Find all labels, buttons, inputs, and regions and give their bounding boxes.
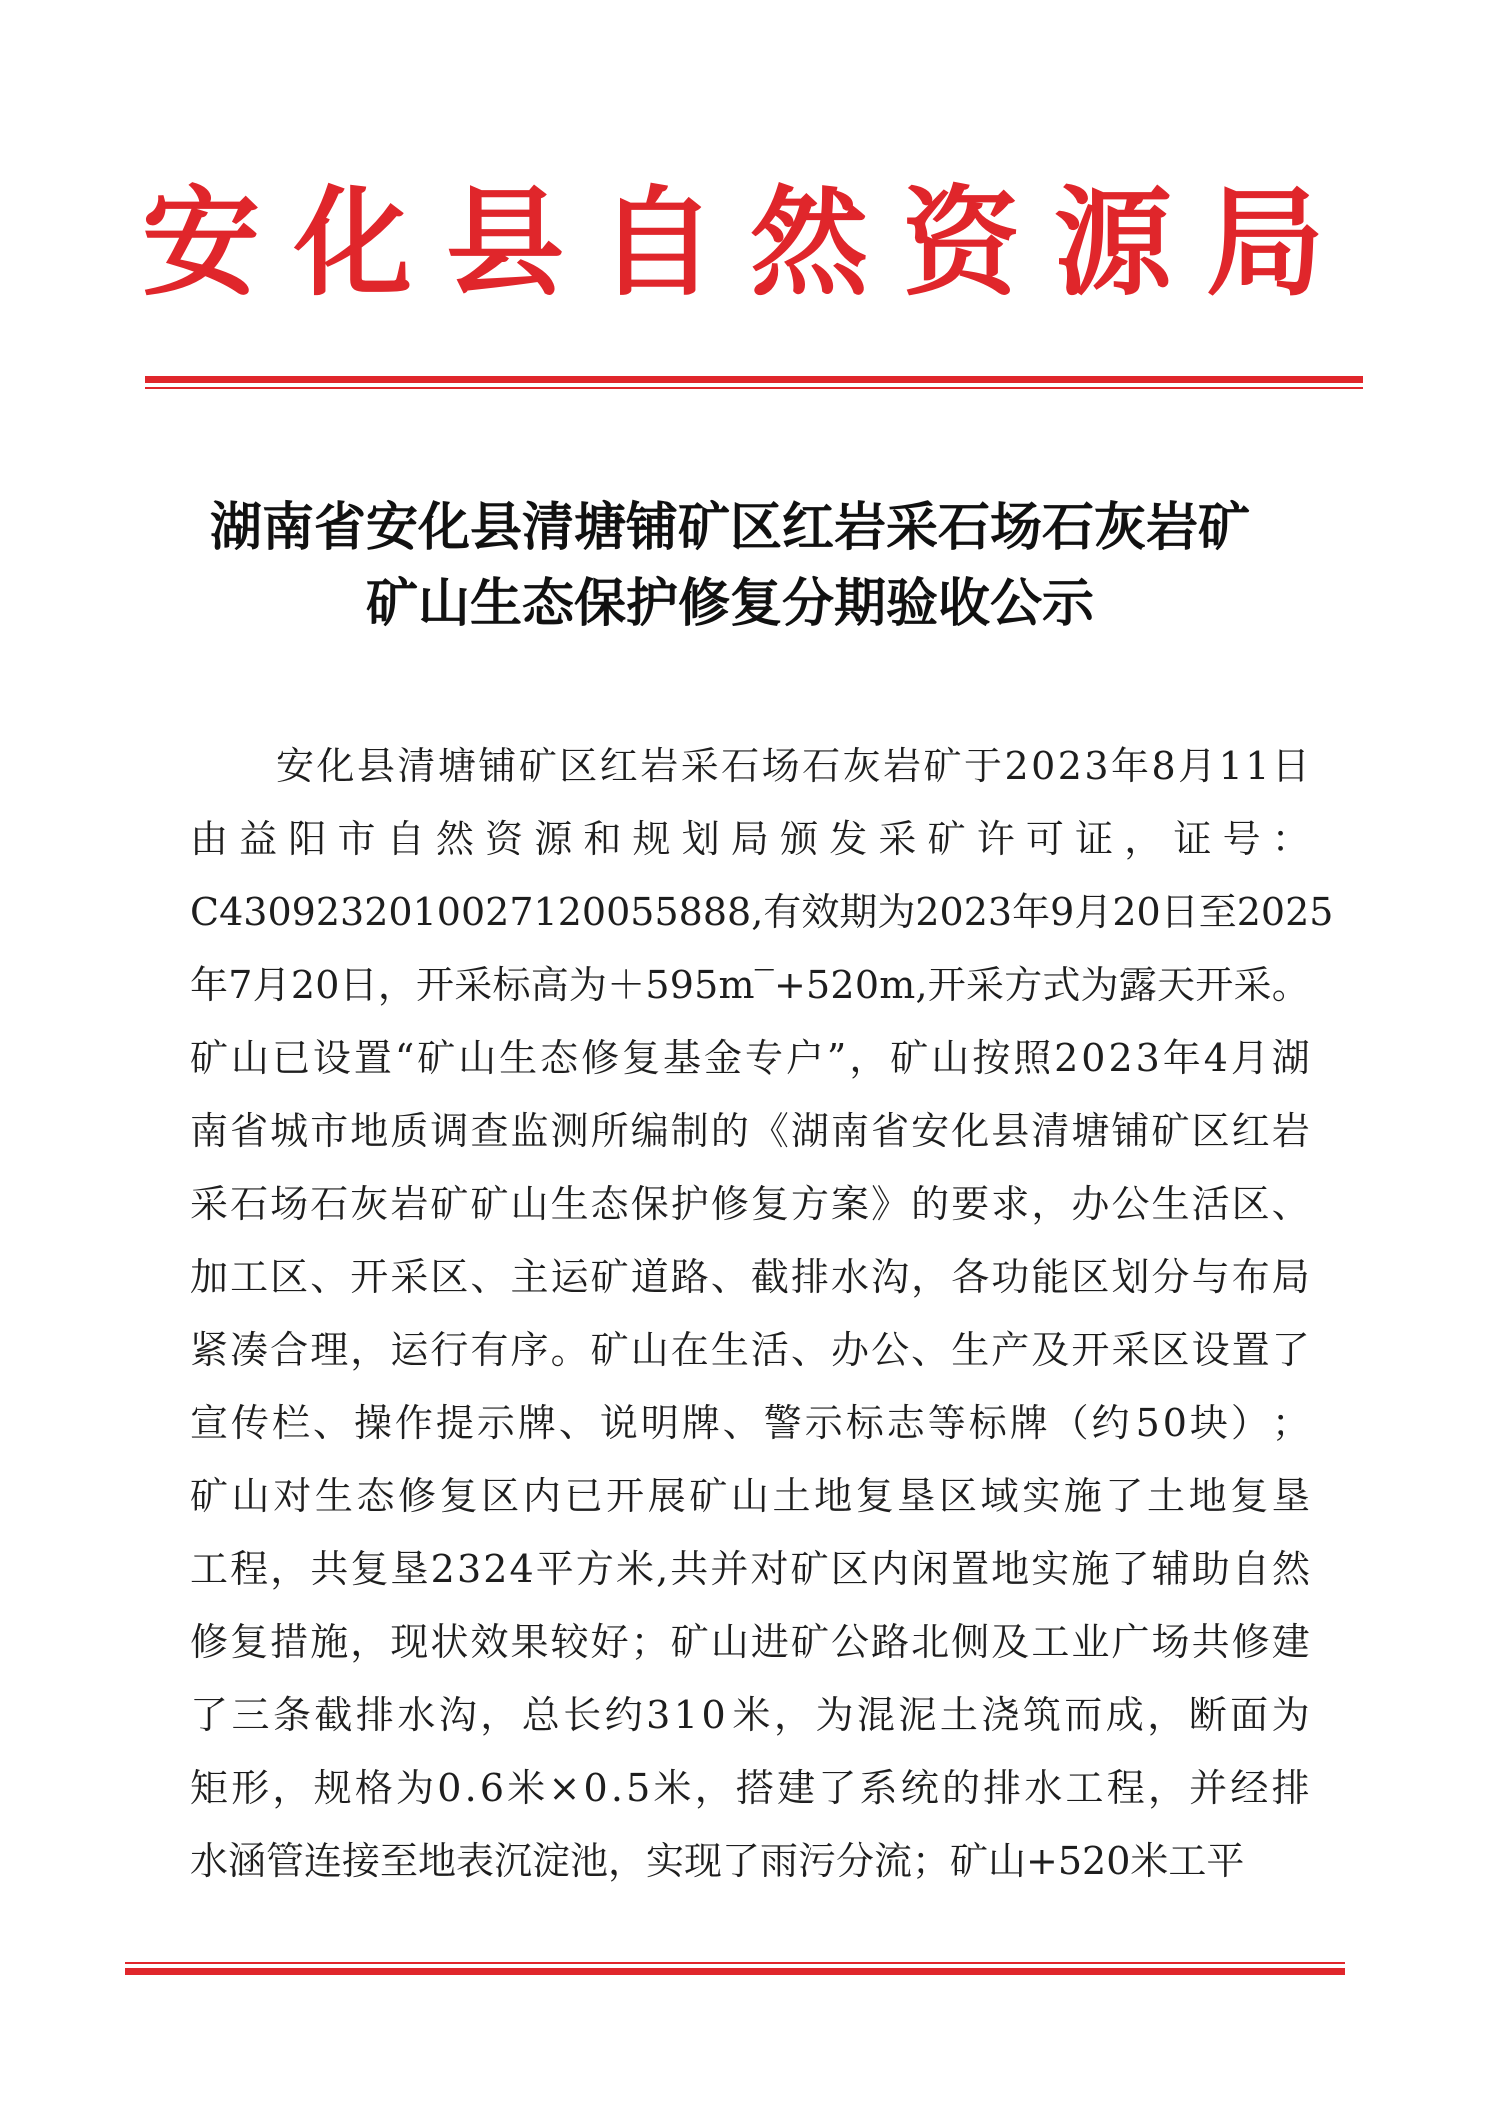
letterhead-divider (145, 376, 1363, 389)
body-line: 修 复 措 施 ， 现 状 效 果 较 好 ； 矿 山 进 矿 公 路 北 侧 及 工 业 广 场 共 修 建 (190, 1620, 1310, 1664)
body-line: 加 工 区 、 开 采 区 、 主 运 矿 道 路 、 截 排 水 沟 ， 各 功 能 区 划 分 与 布 局 (190, 1255, 1310, 1299)
body-line: 紧 凑 合 理 ， 运 行 有 序 。 矿 山 在 生 活 、 办 公 、 生 产 及 开 采 区 设 置 了 (190, 1328, 1310, 1372)
letterhead-org-name: 安化县自然资源局 (141, 173, 1358, 312)
body-line: 宣 传 栏 、 操 作 提 示 牌 、 说 明 牌 、 警 示 标 志 等 标 牌 （ 约 5 0 块 ） ； (190, 1401, 1310, 1445)
body-line: C 4 3 0 9 2 3 2 0 1 0 0 2 7 1 2 0 0 5 5 8 8 8 , 有 效 期 为 2 0 2 3 年 9 月 2 0 日 至 2 0 2 5 (190, 890, 1334, 934)
document-body (190, 730, 1334, 1898)
body-line: 由 益 阳 市 自 然 资 源 和 规 划 局 颁 发 采 矿 许 可 证 ， 证 号 ： (190, 817, 1310, 861)
body-line: 矿 山 对 生 态 修 复 区 内 已 开 展 矿 山 土 地 复 垦 区 域 实 施 了 土 地 复 垦 (190, 1474, 1310, 1518)
body-line: 南 省 城 市 地 质 调 查 监 测 所 编 制 的 《 湖 南 省 安 化 县 清 塘 铺 矿 区 红 岩 (190, 1109, 1310, 1153)
body-line: 矿 山 已 设 置 “ 矿 山 生 态 修 复 基 金 专 户 ” ， 矿 山 按 照 2 0 2 3 年 4 月 湖 (190, 1036, 1310, 1080)
body-line: 水涵管连接至地表沉淀池，实现了雨污分流；矿山+520米工平 (190, 1839, 1245, 1883)
body-line: 了 三 条 截 排 水 沟 ， 总 长 约 3 1 0 米 ， 为 混 泥 土 浇 筑 而 成 ， 断 面 为 (190, 1693, 1310, 1737)
divider-thick-line (145, 376, 1363, 383)
body-line: 工 程 ， 共 复 垦 2 3 2 4 平 方 米 , 共 并 对 矿 区 内 闲 置 地 实 施 了 辅 助 自 然 (190, 1547, 1310, 1591)
body-line: 安 化 县 清 塘 铺 矿 区 红 岩 采 石 场 石 灰 岩 矿 于 2 0 2 3 年 8 月 1 1 日 (276, 744, 1310, 788)
document-title (140, 490, 1320, 642)
footer-divider (125, 1962, 1345, 1975)
title-line-2: 矿山生态保护修复分期验收公示 (365, 573, 1094, 634)
body-line: 矩 形 ， 规 格 为 0 . 6 米 × 0 . 5 米 ， 搭 建 了 系 统 的 排 水 工 程 ， 并 经 排 (190, 1766, 1310, 1810)
divider-thick-line (125, 1968, 1345, 1975)
title-line-1: 湖南省安化县清塘铺矿区红岩采石场石灰岩矿 (209, 497, 1250, 558)
divider-thin-line (145, 387, 1363, 389)
body-line: 采 石 场 石 灰 岩 矿 矿 山 生 态 保 护 修 复 方 案 》 的 要 求 ， 办 公 生 活 区 、 (190, 1182, 1310, 1226)
body-line: 年 7 月 2 0 日 ， 开 采 标 高 为 ＋ 5 9 5 m ‾ + 5 2 0 m , 开 采 方 式 为 露 天 开 采 。 (190, 963, 1310, 1007)
